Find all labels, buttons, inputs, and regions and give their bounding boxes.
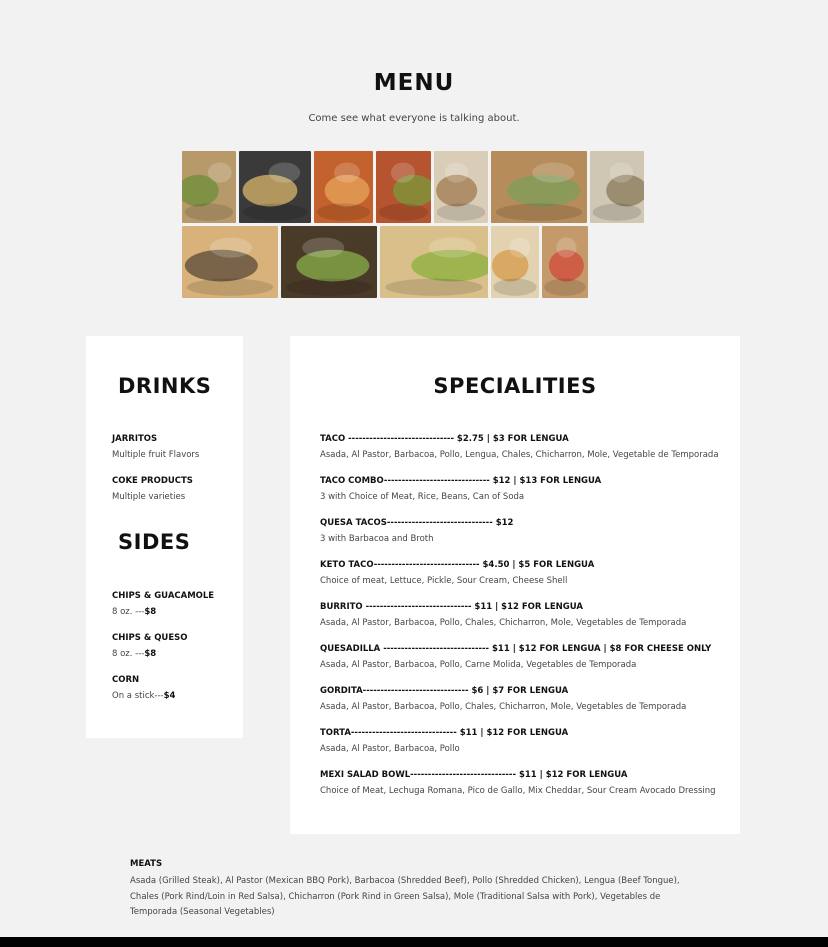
speciality-desc: Asada, Al Pastor, Barbacoa, Pollo — [320, 744, 460, 754]
photo-chips-guacamole[interactable] — [380, 226, 488, 298]
speciality-name: QUESA TACOS------------------------------ $12 — [320, 518, 514, 528]
photo-fried-tacos[interactable] — [314, 151, 373, 223]
drink-item — [112, 434, 199, 460]
side-desc: On a stick---$4 — [112, 691, 176, 701]
side-desc: 8 oz. ---$8 — [112, 649, 157, 659]
menu-header — [0, 70, 828, 124]
speciality-desc: Choice of meat, Lettuce, Pickle, Sour Cream, Cheese Shell — [320, 576, 568, 586]
speciality-desc: Asada, Al Pastor, Barbacoa, Pollo, Chales, Chicharron, Mole, Vegetables de Temporada — [320, 702, 687, 712]
speciality-desc: Asada, Al Pastor, Barbacoa, Pollo, Carne Molida, Vegetables de Temporada — [320, 660, 637, 670]
speciality-desc: Choice of Meat, Lechuga Romana, Pico de Gallo, Mix Cheddar, Sour Cream Avocado Dressing — [320, 786, 716, 796]
photo-burrito[interactable] — [434, 151, 488, 223]
speciality-desc: Asada, Al Pastor, Barbacoa, Pollo, Chales, Chicharron, Mole, Vegetables de Temporada — [320, 618, 687, 628]
specialities-panel — [290, 336, 740, 834]
photo-chips-queso[interactable] — [491, 226, 539, 298]
speciality-item — [320, 602, 686, 628]
drink-item — [112, 476, 193, 502]
speciality-desc: Asada, Al Pastor, Barbacoa, Pollo, Lengua, Chales, Chicharron, Mole, Vegetable de Temporada — [320, 450, 719, 460]
speciality-desc: 3 with Choice of Meat, Rice, Beans, Can of Soda — [320, 492, 525, 502]
side-price: $8 — [144, 607, 157, 617]
specialities-heading: SPECIALITIES — [433, 374, 597, 398]
speciality-name: TACO ------------------------------ $2.75 | $3 FOR LENGUA — [320, 434, 569, 444]
side-name: CHIPS & QUESO — [112, 633, 188, 643]
speciality-name: BURRITO ------------------------------ $11 | $12 FOR LENGUA — [320, 602, 583, 612]
menu-title: MENU — [373, 70, 455, 96]
drink-desc: Multiple varieties — [112, 492, 186, 502]
sides-heading: SIDES — [118, 530, 191, 554]
speciality-item — [320, 728, 568, 754]
photo-salad-bowl[interactable] — [281, 226, 377, 298]
speciality-name: KETO TACO------------------------------ $4.50 | $5 FOR LENGUA — [320, 560, 595, 570]
photo-street-tacos[interactable] — [182, 151, 236, 223]
photo-keto-taco[interactable] — [542, 226, 588, 298]
speciality-item — [320, 770, 716, 796]
speciality-name: GORDITA------------------------------ $6 | $7 FOR LENGUA — [320, 686, 569, 696]
speciality-item — [320, 644, 711, 670]
photo-gordita[interactable] — [590, 151, 644, 223]
drink-name: JARRITOS — [112, 434, 158, 444]
drink-desc: Multiple fruit Flavors — [112, 450, 200, 460]
speciality-item — [320, 518, 513, 544]
speciality-item — [320, 686, 686, 712]
side-item — [112, 675, 175, 701]
speciality-item — [320, 476, 601, 502]
speciality-desc: 3 with Barbacoa and Broth — [320, 534, 434, 544]
side-item — [112, 591, 214, 617]
photo-quesadilla[interactable] — [491, 151, 587, 223]
meats-heading: MEATS — [130, 859, 163, 869]
drink-name: COKE PRODUCTS — [112, 476, 193, 486]
photo-quesa-tacos[interactable] — [376, 151, 431, 223]
speciality-item — [320, 560, 594, 586]
speciality-name: QUESADILLA ------------------------------ $11 | $12 FOR LENGUA | $8 FOR CHEESE ONLY — [320, 644, 712, 654]
side-price: $8 — [144, 649, 157, 659]
side-name: CORN — [112, 675, 140, 685]
side-item — [112, 633, 187, 659]
menu-subtitle: Come see what everyone is talking about. — [308, 113, 520, 124]
photo-torta[interactable] — [182, 226, 278, 298]
side-desc: 8 oz. ---$8 — [112, 607, 157, 617]
drinks-heading: DRINKS — [118, 374, 212, 398]
speciality-name: TORTA------------------------------ $11 | $12 FOR LENGUA — [320, 728, 569, 738]
photo-taco-combo-plate[interactable] — [239, 151, 311, 223]
footer-bar — [0, 937, 828, 947]
drinks-sides-panel — [86, 336, 243, 738]
meats-note — [130, 859, 700, 921]
speciality-name: MEXI SALAD BOWL------------------------------ $11 | $12 FOR LENGUA — [320, 770, 628, 780]
speciality-item — [320, 434, 719, 460]
side-name: CHIPS & GUACAMOLE — [112, 591, 215, 601]
meats-description: Asada (Grilled Steak), Al Pastor (Mexican BBQ Pork), Barbacoa (Shredded Beef), Pollo (Shredded Chicken), Lengua (Beef Tongue), Chales (Pork Rind/Loin in Red Salsa), Chicharron (Pork Rind in Green Salsa), Mole (Traditional Salsa with Pork), Vegetables de Temporada (Seasonal Vegetables) — [130, 876, 680, 917]
side-price: $4 — [163, 691, 176, 701]
speciality-name: TACO COMBO------------------------------ $12 | $13 FOR LENGUA — [320, 476, 602, 486]
